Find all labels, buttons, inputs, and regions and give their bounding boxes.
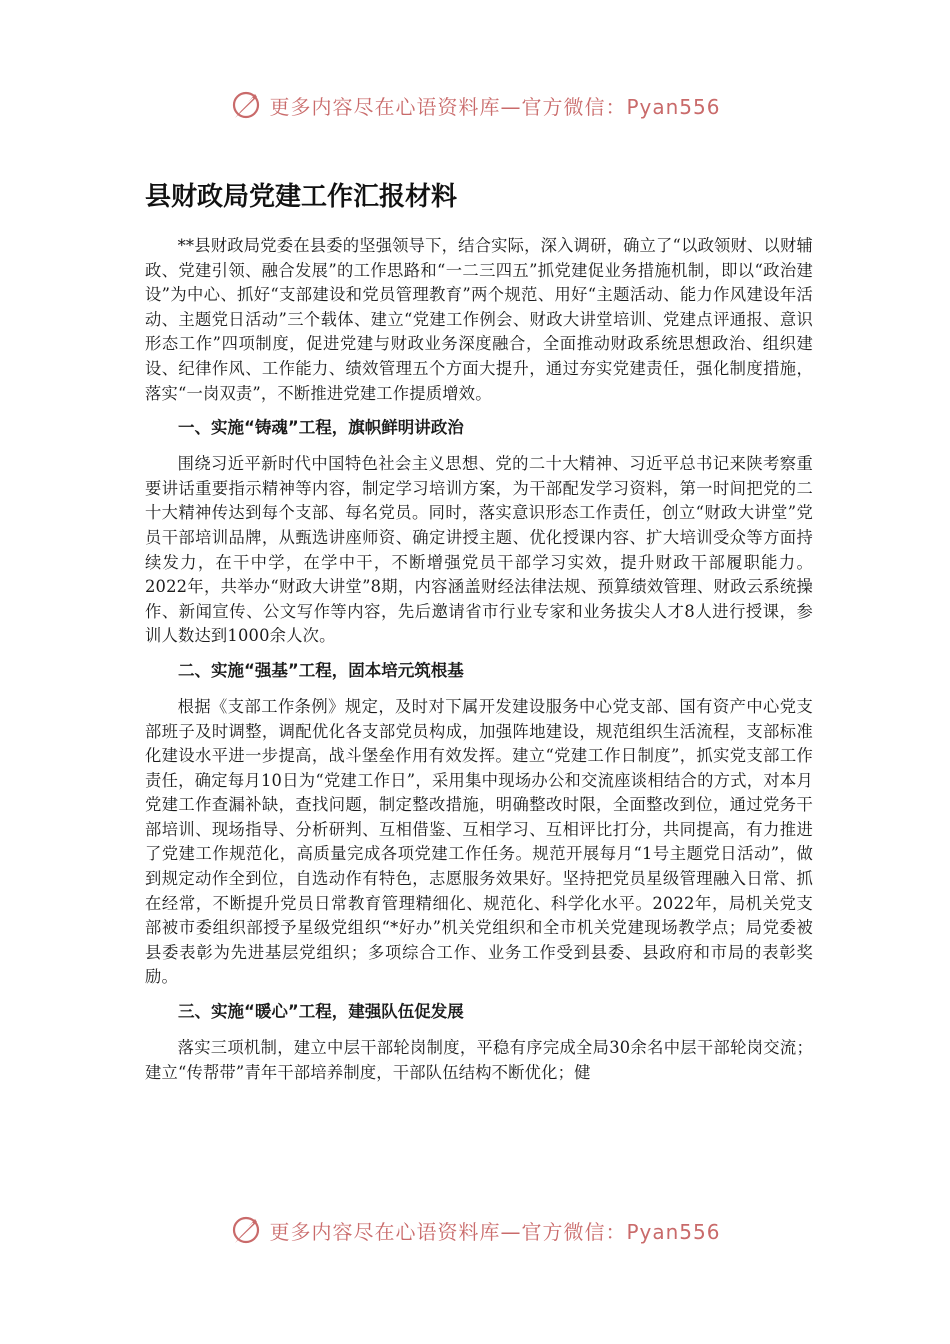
intro-paragraph: **县财政局党委在县委的坚强领导下，结合实际，深入调研，确立了“以政领财、以财辅政、党建引领、融合发展”的工作思路和“一二三四五”抓党建促业务措施机制，即以“政治建设”为中心、抓好“支部建设和党员管理教育”两个规范、用好“主题活动、能力作风建设年活动、主题党日活动”三个载体、建立“党建工作例会、财政大讲堂培训、党建点评通报、意识形态工作”四项制度，促进党建与财政业务深度融合，全面推动财政系统思想政治、组织建设、纪律作风、工作能力、绩效管理五个方面大提升，通过夯实党建责任，强化制度措施，落实“一岗双责”，不断推进党建工作提质增效。 — [145, 236, 813, 403]
document-body — [145, 170, 813, 1094]
section-3-heading: 三、实施“暖心”工程，建强队伍促发展 — [178, 1002, 464, 1022]
quill-logo-icon — [229, 1213, 263, 1247]
section-2-body: 根据《支部工作条例》规定，及时对下属开发建设服务中心党支部、国有资产中心党支部班子及时调整，调配优化各支部党员构成，加强阵地建设，规范组织生活流程，支部标准化建设水平进一步提高，战斗堡垒作用有效发挥。建立“党建工作日制度”，抓实党支部工作责任，确定每月10日为“党建工作日”，采用集中现场办公和交流座谈相结合的方式，对本月党建工作查漏补缺，查找问题，制定整改措施，明确整改时限，全面整改到位，通过党务干部培训、现场指导、分析研判、互相借鉴、互相学习、互相评比打分，共同提高，有力推进了党建工作规范化，高质量完成各项党建工作任务。规范开展每月“1号主题党日活动”，做到规定动作全到位，自选动作有特色，志愿服务效果好。坚持把党员星级管理融入日常、抓在经常，不断提升党员日常教育管理精细化、规范化、科学化水平。2022年，局机关党支部被市委组织部授予星级党组织“*好办”机关党组织和全市机关党建现场教学点；局党委被县委表彰为先进基层党组织；多项综合工作、业务工作受到县委、县政府和市局的表彰奖励。 — [145, 696, 813, 987]
section-1-body: 围绕习近平新时代中国特色社会主义思想、党的二十大精神、习近平总书记来陕考察重要讲话重要指示精神等内容，制定学习培训方案，为干部配发学习资料，第一时间把党的二十大精神传达到每个支部、每名党员。同时，落实意识形态工作责任，创立“财政大讲堂”党员干部培训品牌，从甄选讲座师资、确定讲授主题、优化授课内容、扩大培训受众等方面持续发力，在干中学，在学中干，不断增强党员干部学习实效，提升财政干部履职能力。2022年，共举办“财政大讲堂”8期，内容涵盖财经法律法规、预算绩效管理、财政云系统操作、新闻宣传、公文写作等内容，先后邀请省市行业专家和业务拔尖人才8人进行授课，参训人数达到1000余人次。 — [145, 454, 813, 646]
watermark-text: 更多内容尽在心语资料库—官方微信：Pyan556 — [269, 94, 721, 119]
section-2-heading: 二、实施“强基”工程，固本培元筑根基 — [178, 660, 464, 680]
document-title: 县财政局党建工作汇报材料 — [145, 182, 458, 212]
watermark-text: 更多内容尽在心语资料库—官方微信：Pyan556 — [269, 1219, 721, 1244]
quill-logo-icon — [229, 88, 263, 122]
top-watermark-banner — [0, 85, 950, 125]
bottom-watermark-banner — [0, 1210, 950, 1250]
section-1-heading: 一、实施“铸魂”工程，旗帜鲜明讲政治 — [178, 418, 464, 438]
section-3-body: 落实三项机制，建立中层干部轮岗制度，平稳有序完成全局30余名中层干部轮岗交流；建立“传帮带”青年干部培养制度，干部队伍结构不断优化；健 — [145, 1038, 813, 1082]
